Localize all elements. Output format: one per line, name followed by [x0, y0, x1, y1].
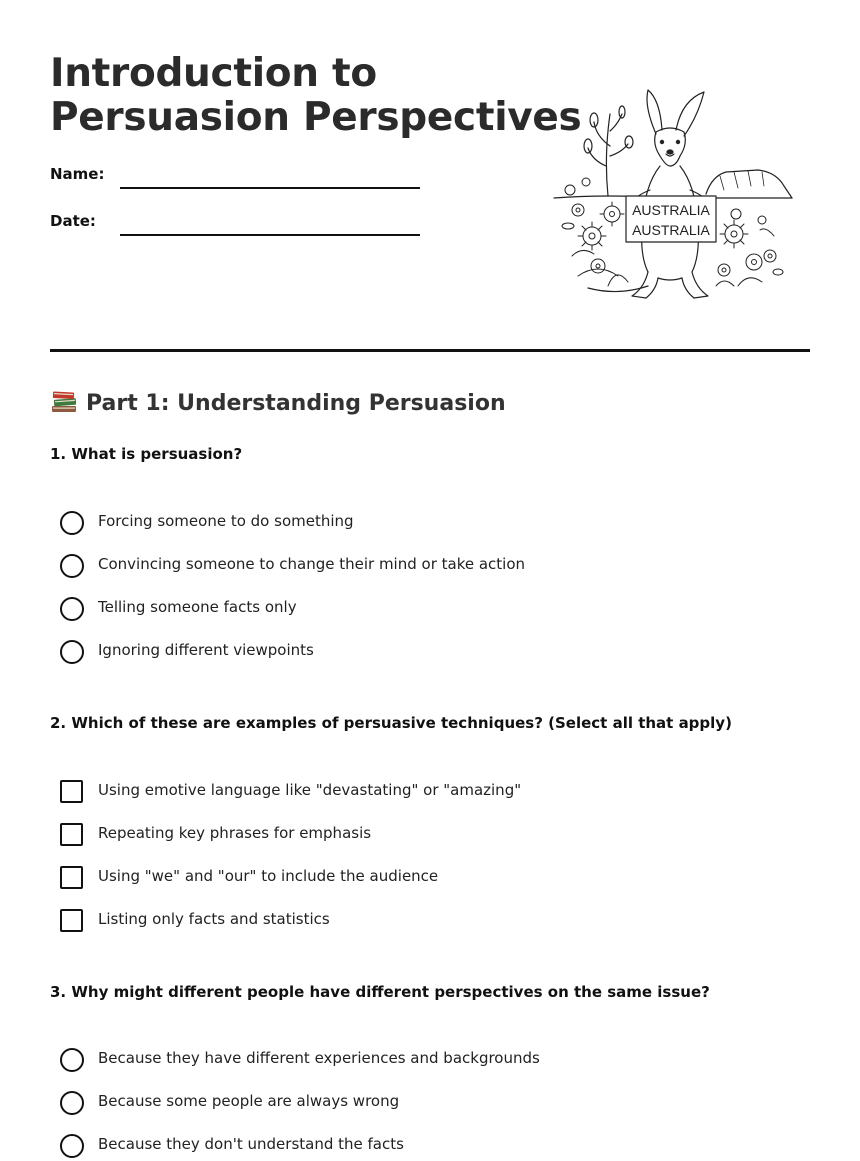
q1-option-1[interactable] [60, 511, 760, 535]
q3-option-3[interactable] [60, 1134, 760, 1158]
radio-button[interactable] [60, 511, 84, 535]
radio-button[interactable] [60, 554, 84, 578]
q3-option-2[interactable] [60, 1091, 760, 1115]
q1-option-2[interactable] [60, 554, 760, 578]
radio-button[interactable] [60, 1134, 84, 1158]
q3-option-1[interactable] [60, 1048, 760, 1072]
radio-button[interactable] [60, 597, 84, 621]
title-line-1: Introduction to [50, 51, 377, 96]
q2-option-3[interactable] [60, 866, 760, 890]
q2-option-1[interactable] [60, 780, 760, 804]
option-label: Ignoring different viewpoints [98, 641, 314, 659]
question-1: 1. What is persuasion? [50, 445, 243, 463]
title-line-2: Persuasion Perspectives [50, 95, 582, 140]
question-2: 2. Which of these are examples of persuasive techniques? (Select all that apply) [50, 714, 732, 732]
q2-option-2[interactable] [60, 823, 760, 847]
sign-text-line-2: AUSTRALIA [632, 222, 710, 238]
name-line[interactable] [120, 187, 420, 189]
page-title [50, 52, 581, 140]
q2-option-4[interactable] [60, 909, 760, 933]
date-label: Date: [50, 212, 96, 230]
option-label: Using emotive language like "devastating" or "amazing" [98, 781, 522, 799]
header-divider [50, 349, 810, 352]
checkbox[interactable] [60, 823, 83, 846]
radio-button[interactable] [60, 640, 84, 664]
radio-button[interactable] [60, 1091, 84, 1115]
books-icon [50, 388, 78, 414]
date-line[interactable] [120, 234, 420, 236]
option-label: Repeating key phrases for emphasis [98, 824, 372, 842]
option-label: Telling someone facts only [98, 598, 297, 616]
section-title-text: Part 1: Understanding Persuasion [86, 391, 506, 416]
checkbox[interactable] [60, 909, 83, 932]
checkbox[interactable] [60, 780, 83, 803]
option-label: Listing only facts and statistics [98, 910, 330, 928]
q1-option-3[interactable] [60, 597, 760, 621]
name-label: Name: [50, 165, 105, 183]
radio-button[interactable] [60, 1048, 84, 1072]
section-title-part-1 [50, 388, 506, 416]
question-3: 3. Why might different people have different perspectives on the same issue? [50, 983, 710, 1001]
kangaroo-australia-illustration [548, 86, 796, 308]
sign-text-line-1: AUSTRALIA [632, 202, 710, 218]
option-label: Using "we" and "our" to include the audience [98, 867, 439, 885]
option-label: Because they have different experiences and backgrounds [98, 1049, 540, 1067]
option-label: Because some people are always wrong [98, 1092, 400, 1110]
option-label: Forcing someone to do something [98, 512, 354, 530]
q1-option-4[interactable] [60, 640, 760, 664]
checkbox[interactable] [60, 866, 83, 889]
option-label: Convincing someone to change their mind or take action [98, 555, 526, 573]
option-label: Because they don't understand the facts [98, 1135, 404, 1153]
